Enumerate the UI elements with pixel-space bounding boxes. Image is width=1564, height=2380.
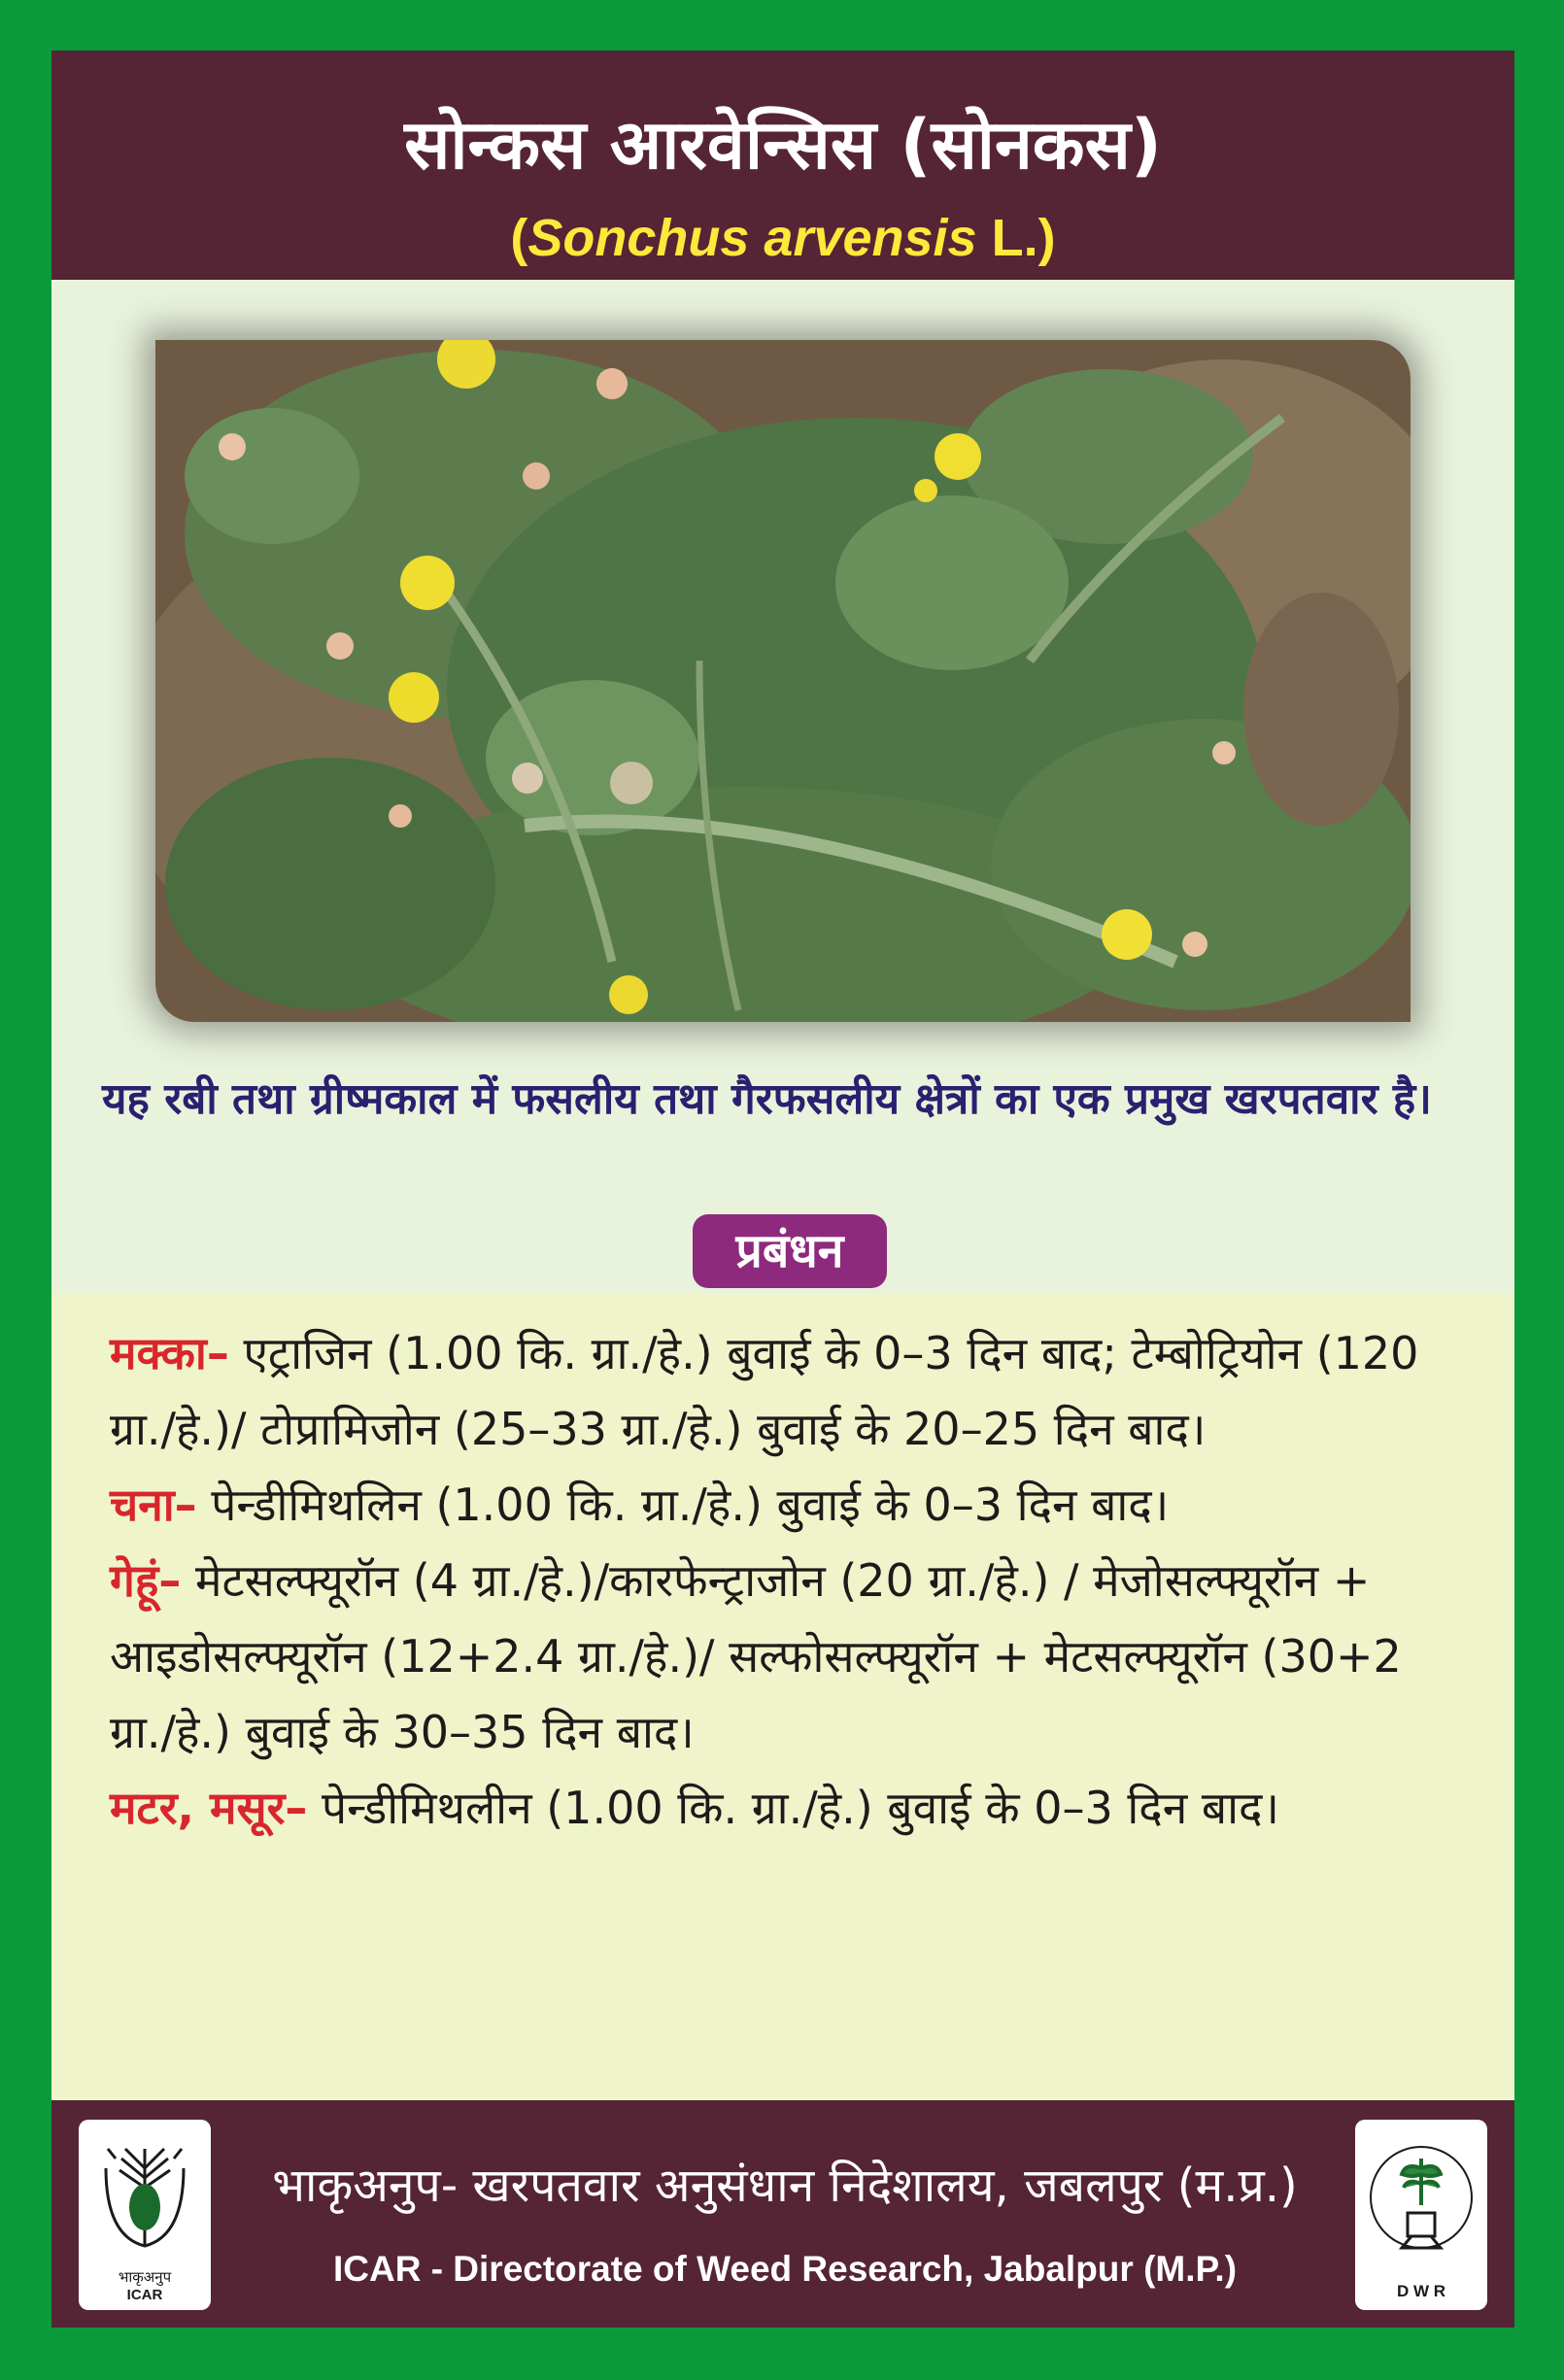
management-maize-text: एट्राजिन (1.00 कि. ग्रा./हे.) बुवाई के 0–3 दिन बाद; टेम्बोट्रियोन (120 ग्रा./हे.)/ टोप्रामिजोन (25–33 ग्रा./हे.) बुवाई के 20–25 दिन बाद। <box>110 1327 1419 1455</box>
footer-band <box>51 2100 1514 2328</box>
crop-label-maize: मक्का– <box>110 1327 229 1379</box>
crop-label-wheat: गेहूं– <box>110 1554 182 1607</box>
management-pea-lentil-text: पेन्डीमिथलीन (1.00 कि. ग्रा./हे.) बुवाई के 0–3 दिन बाद। <box>307 1782 1279 1834</box>
crop-label-pea-lentil: मटर, मसूर– <box>110 1782 308 1834</box>
org-name-hindi: भाकृअनुप- खरपतवार अनुसंधान निदेशालय, जबलपुर (म.प्र.) <box>272 2159 1298 2213</box>
icar-caption-hindi: भाकृअनुप <box>118 2269 172 2286</box>
species-name: Sonchus arvensis <box>527 209 977 267</box>
weed-photo <box>155 340 1411 1022</box>
intro-text: यह रबी तथा ग्रीष्मकाल में फसलीय तथा गैरफसलीय क्षेत्रों का एक प्रमुख खरपतवार है। <box>102 1074 1432 1124</box>
author-abbrev: L.) <box>976 209 1056 267</box>
poster-card <box>51 51 1514 2328</box>
management-gram-text: पेन्डीमिथलिन (1.00 कि. ग्रा./हे.) बुवाई के 0–3 दिन बाद। <box>196 1479 1170 1531</box>
header-band <box>51 51 1514 280</box>
crop-label-gram: चना– <box>110 1479 197 1531</box>
icar-logo <box>79 2120 211 2310</box>
management-panel <box>51 1294 1514 2100</box>
dwr-logo <box>1355 2120 1487 2310</box>
management-wheat-text: मेटसल्फ्यूरॉन (4 ग्रा./हे.)/कारफेन्ट्राजोन (20 ग्रा./हे.) / मेजोसल्फ्यूरॉन + आइडोसल्फ्यूरॉन (12+2.4 ग्रा./हे.)/ सल्फोसल्फ्यूरॉन + मेटसल्फ्यूरॉन (30+2 ग्रा./हे.) बुवाई के 30–35 दिन बाद। <box>110 1554 1402 1758</box>
scientific-name <box>51 204 1514 272</box>
management-text <box>110 1315 1470 1846</box>
icar-caption-english: ICAR <box>126 2287 163 2303</box>
subtitle-open: ( <box>510 209 528 267</box>
management-heading: प्रबंधन <box>693 1214 887 1288</box>
dwr-caption: D W R <box>1396 2282 1446 2300</box>
org-name-english: ICAR - Directorate of Weed Research, Jabalpur (M.P.) <box>332 2249 1238 2289</box>
page-title: सोन्कस आरवेन्सिस (सोनकस) <box>404 105 1162 185</box>
